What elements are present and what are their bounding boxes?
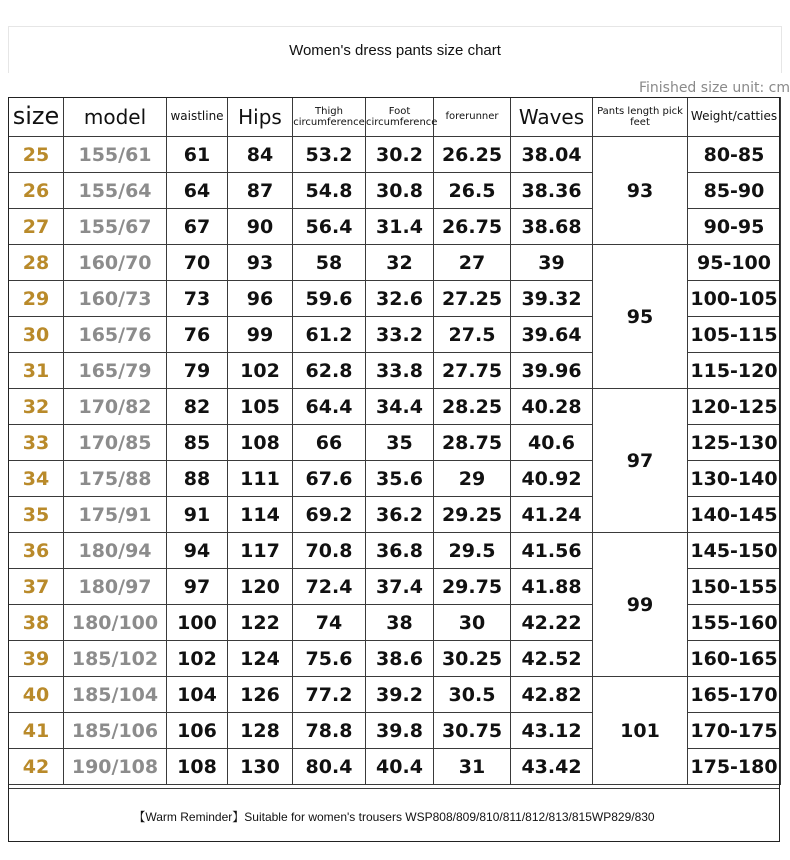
cell-waves: 42.22 <box>511 605 593 641</box>
cell-thigh: 54.8 <box>293 173 366 209</box>
cell-size: 35 <box>9 497 64 533</box>
cell-hips: 87 <box>228 173 293 209</box>
cell-forerunner: 30.5 <box>434 677 511 713</box>
cell-weight: 160-165 <box>688 641 781 677</box>
header-hips: Hips <box>228 98 293 137</box>
cell-hips: 117 <box>228 533 293 569</box>
cell-waistline: 91 <box>167 497 228 533</box>
table-frame <box>8 97 780 842</box>
cell-waistline: 61 <box>167 137 228 173</box>
cell-waistline: 67 <box>167 209 228 245</box>
cell-model: 170/82 <box>64 389 167 425</box>
cell-pants-length: 99 <box>593 533 688 677</box>
cell-size: 26 <box>9 173 64 209</box>
cell-hips: 108 <box>228 425 293 461</box>
cell-hips: 84 <box>228 137 293 173</box>
cell-foot: 35 <box>366 425 434 461</box>
cell-hips: 111 <box>228 461 293 497</box>
cell-waves: 40.6 <box>511 425 593 461</box>
cell-waistline: 70 <box>167 245 228 281</box>
cell-foot: 30.8 <box>366 173 434 209</box>
cell-waves: 38.68 <box>511 209 593 245</box>
cell-waves: 40.92 <box>511 461 593 497</box>
cell-model: 155/64 <box>64 173 167 209</box>
cell-forerunner: 26.25 <box>434 137 511 173</box>
cell-model: 155/67 <box>64 209 167 245</box>
cell-forerunner: 31 <box>434 749 511 785</box>
cell-hips: 105 <box>228 389 293 425</box>
cell-thigh: 78.8 <box>293 713 366 749</box>
cell-size: 31 <box>9 353 64 389</box>
cell-forerunner: 27.5 <box>434 317 511 353</box>
cell-model: 180/97 <box>64 569 167 605</box>
header-waistline: waistline <box>167 98 228 137</box>
cell-waves: 40.28 <box>511 389 593 425</box>
cell-model: 175/91 <box>64 497 167 533</box>
cell-foot: 32 <box>366 245 434 281</box>
cell-hips: 99 <box>228 317 293 353</box>
cell-weight: 90-95 <box>688 209 781 245</box>
cell-size: 40 <box>9 677 64 713</box>
cell-weight: 105-115 <box>688 317 781 353</box>
cell-size: 28 <box>9 245 64 281</box>
cell-foot: 38 <box>366 605 434 641</box>
cell-waves: 42.82 <box>511 677 593 713</box>
cell-weight: 150-155 <box>688 569 781 605</box>
cell-foot: 39.2 <box>366 677 434 713</box>
cell-model: 170/85 <box>64 425 167 461</box>
cell-foot: 37.4 <box>366 569 434 605</box>
cell-foot: 33.2 <box>366 317 434 353</box>
cell-forerunner: 26.75 <box>434 209 511 245</box>
header-forerunner: forerunner <box>434 98 511 137</box>
cell-forerunner: 28.25 <box>434 389 511 425</box>
cell-waistline: 88 <box>167 461 228 497</box>
cell-thigh: 70.8 <box>293 533 366 569</box>
cell-hips: 126 <box>228 677 293 713</box>
cell-model: 185/106 <box>64 713 167 749</box>
cell-waves: 43.42 <box>511 749 593 785</box>
cell-hips: 124 <box>228 641 293 677</box>
cell-hips: 90 <box>228 209 293 245</box>
cell-forerunner: 30.25 <box>434 641 511 677</box>
cell-weight: 145-150 <box>688 533 781 569</box>
cell-thigh: 72.4 <box>293 569 366 605</box>
cell-pants-length: 93 <box>593 137 688 245</box>
cell-model: 155/61 <box>64 137 167 173</box>
cell-weight: 95-100 <box>688 245 781 281</box>
cell-forerunner: 29.5 <box>434 533 511 569</box>
cell-waves: 39 <box>511 245 593 281</box>
cell-thigh: 61.2 <box>293 317 366 353</box>
cell-pants-length: 97 <box>593 389 688 533</box>
cell-waistline: 79 <box>167 353 228 389</box>
cell-thigh: 58 <box>293 245 366 281</box>
cell-hips: 102 <box>228 353 293 389</box>
cell-waistline: 94 <box>167 533 228 569</box>
cell-thigh: 56.4 <box>293 209 366 245</box>
header-foot: Foot circumference <box>366 98 434 137</box>
cell-hips: 93 <box>228 245 293 281</box>
cell-hips: 120 <box>228 569 293 605</box>
cell-waistline: 97 <box>167 569 228 605</box>
cell-foot: 38.6 <box>366 641 434 677</box>
cell-waistline: 106 <box>167 713 228 749</box>
cell-waves: 41.56 <box>511 533 593 569</box>
cell-foot: 30.2 <box>366 137 434 173</box>
cell-size: 29 <box>9 281 64 317</box>
cell-weight: 120-125 <box>688 389 781 425</box>
cell-foot: 36.2 <box>366 497 434 533</box>
cell-size: 30 <box>9 317 64 353</box>
cell-forerunner: 28.75 <box>434 425 511 461</box>
cell-forerunner: 27 <box>434 245 511 281</box>
cell-hips: 128 <box>228 713 293 749</box>
cell-waves: 41.88 <box>511 569 593 605</box>
header-weight: Weight/catties <box>688 98 781 137</box>
cell-waistline: 108 <box>167 749 228 785</box>
cell-size: 36 <box>9 533 64 569</box>
cell-waistline: 102 <box>167 641 228 677</box>
cell-pants-length: 95 <box>593 245 688 389</box>
header-waves: Waves <box>511 98 593 137</box>
cell-thigh: 77.2 <box>293 677 366 713</box>
cell-waves: 38.04 <box>511 137 593 173</box>
cell-size: 25 <box>9 137 64 173</box>
cell-waves: 39.32 <box>511 281 593 317</box>
header-thigh: Thigh circumference <box>293 98 366 137</box>
cell-thigh: 74 <box>293 605 366 641</box>
cell-size: 41 <box>9 713 64 749</box>
cell-waves: 43.12 <box>511 713 593 749</box>
cell-weight: 130-140 <box>688 461 781 497</box>
cell-waves: 38.36 <box>511 173 593 209</box>
cell-size: 27 <box>9 209 64 245</box>
cell-foot: 36.8 <box>366 533 434 569</box>
unit-note: Finished size unit: cm <box>638 80 790 96</box>
cell-foot: 35.6 <box>366 461 434 497</box>
cell-forerunner: 27.75 <box>434 353 511 389</box>
cell-waistline: 100 <box>167 605 228 641</box>
cell-model: 160/70 <box>64 245 167 281</box>
cell-thigh: 69.2 <box>293 497 366 533</box>
cell-thigh: 80.4 <box>293 749 366 785</box>
cell-foot: 31.4 <box>366 209 434 245</box>
header-pants-length: Pants length pick feet <box>593 98 688 137</box>
cell-size: 42 <box>9 749 64 785</box>
cell-model: 185/102 <box>64 641 167 677</box>
cell-size: 34 <box>9 461 64 497</box>
cell-forerunner: 29 <box>434 461 511 497</box>
cell-thigh: 62.8 <box>293 353 366 389</box>
cell-size: 37 <box>9 569 64 605</box>
cell-model: 165/76 <box>64 317 167 353</box>
cell-forerunner: 27.25 <box>434 281 511 317</box>
cell-foot: 32.6 <box>366 281 434 317</box>
cell-forerunner: 26.5 <box>434 173 511 209</box>
cell-hips: 96 <box>228 281 293 317</box>
cell-waistline: 64 <box>167 173 228 209</box>
cell-waistline: 82 <box>167 389 228 425</box>
cell-forerunner: 30.75 <box>434 713 511 749</box>
cell-weight: 155-160 <box>688 605 781 641</box>
cell-weight: 80-85 <box>688 137 781 173</box>
cell-waistline: 76 <box>167 317 228 353</box>
cell-forerunner: 30 <box>434 605 511 641</box>
cell-model: 190/108 <box>64 749 167 785</box>
cell-weight: 100-105 <box>688 281 781 317</box>
cell-model: 165/79 <box>64 353 167 389</box>
cell-weight: 170-175 <box>688 713 781 749</box>
cell-weight: 115-120 <box>688 353 781 389</box>
cell-weight: 125-130 <box>688 425 781 461</box>
cell-weight: 175-180 <box>688 749 781 785</box>
cell-model: 160/73 <box>64 281 167 317</box>
cell-hips: 114 <box>228 497 293 533</box>
cell-model: 185/104 <box>64 677 167 713</box>
cell-thigh: 59.6 <box>293 281 366 317</box>
cell-thigh: 66 <box>293 425 366 461</box>
cell-foot: 39.8 <box>366 713 434 749</box>
cell-hips: 130 <box>228 749 293 785</box>
header-size: size <box>9 98 64 137</box>
cell-waistline: 85 <box>167 425 228 461</box>
cell-forerunner: 29.75 <box>434 569 511 605</box>
cell-weight: 165-170 <box>688 677 781 713</box>
cell-waves: 42.52 <box>511 641 593 677</box>
cell-weight: 85-90 <box>688 173 781 209</box>
cell-forerunner: 29.25 <box>434 497 511 533</box>
cell-waves: 41.24 <box>511 497 593 533</box>
cell-model: 180/100 <box>64 605 167 641</box>
cell-size: 32 <box>9 389 64 425</box>
cell-thigh: 75.6 <box>293 641 366 677</box>
cell-foot: 33.8 <box>366 353 434 389</box>
cell-thigh: 67.6 <box>293 461 366 497</box>
cell-model: 175/88 <box>64 461 167 497</box>
chart-title: Women's dress pants size chart <box>8 26 782 73</box>
cell-foot: 40.4 <box>366 749 434 785</box>
warm-reminder: 【Warm Reminder】Suitable for women's trousers WSP808/809/810/811/812/813/815WP829/830 <box>8 788 780 843</box>
cell-waistline: 104 <box>167 677 228 713</box>
header-model: model <box>64 98 167 137</box>
cell-hips: 122 <box>228 605 293 641</box>
cell-waistline: 73 <box>167 281 228 317</box>
cell-thigh: 64.4 <box>293 389 366 425</box>
cell-thigh: 53.2 <box>293 137 366 173</box>
cell-size: 38 <box>9 605 64 641</box>
cell-waves: 39.96 <box>511 353 593 389</box>
cell-weight: 140-145 <box>688 497 781 533</box>
cell-size: 39 <box>9 641 64 677</box>
cell-size: 33 <box>9 425 64 461</box>
cell-foot: 34.4 <box>366 389 434 425</box>
cell-pants-length: 101 <box>593 677 688 785</box>
cell-model: 180/94 <box>64 533 167 569</box>
cell-waves: 39.64 <box>511 317 593 353</box>
